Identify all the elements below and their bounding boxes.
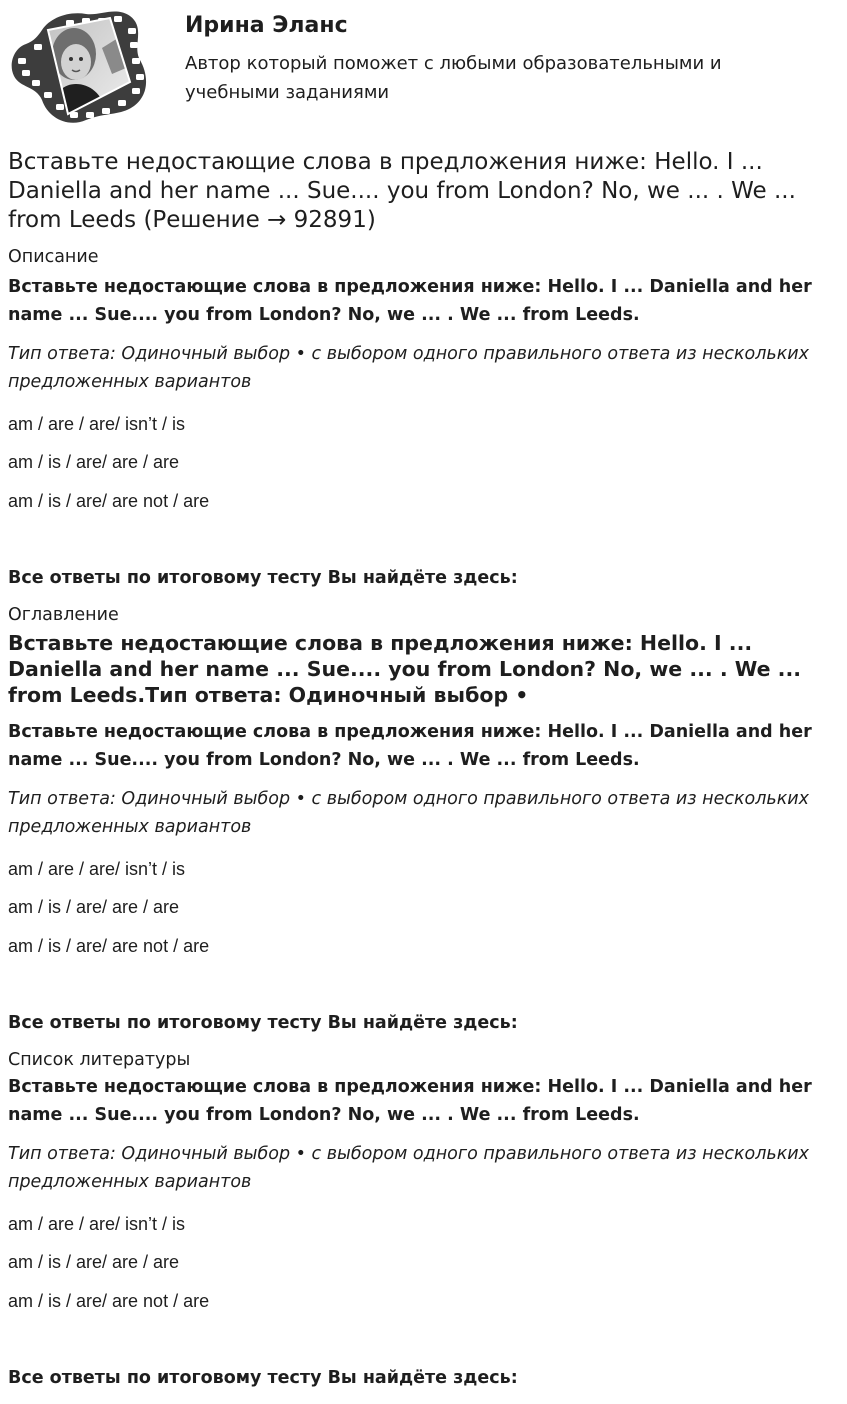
section-label: Список литературы (8, 1050, 191, 1070)
section-references (8, 1049, 840, 1389)
answer-option: am / are / are/ isn’t / is (8, 859, 186, 879)
answer-option: am / are / are/ isn’t / is (8, 414, 186, 434)
answer-option: am / is / are/ are not / are (8, 936, 210, 956)
answer-type: Тип ответа: Одиночный выбор • с выбором одного правильного ответа из нескольких предложенных вариантов (8, 1144, 810, 1192)
question-text: Вставьте недостающие слова в предложения ниже: Hello. I ... Daniella and her name ... Sue.... you from London? No, we ... . We ... from Leeds. (8, 1077, 812, 1125)
answers-link-text: Все ответы по итоговому тесту Вы найдёте здесь: (8, 568, 518, 588)
answer-option: am / are / are/ isn’t / is (8, 1214, 186, 1234)
section-contents (8, 604, 840, 1034)
answer-type: Тип ответа: Одиночный выбор • с выбором одного правильного ответа из нескольких предложенных вариантов (8, 789, 810, 837)
page-title: Вставьте недостающие слова в предложения ниже: Hello. I ... Daniella and her name ... Sue.... you from London? No, we ... . We ... from Leeds (Решение → 92891) (8, 149, 796, 233)
main-content (8, 148, 840, 1389)
question-text: Вставьте недостающие слова в предложения ниже: Hello. I ... Daniella and her name ... Sue.... you from London? No, we ... . We ... from Leeds. (8, 722, 812, 770)
answer-option: am / is / are/ are / are (8, 1252, 180, 1272)
answer-type: Тип ответа: Одиночный выбор • с выбором одного правильного ответа из нескольких предложенных вариантов (8, 344, 810, 392)
author-header (0, 0, 847, 130)
answer-option: am / is / are/ are / are (8, 897, 180, 917)
section-label: Описание (8, 247, 99, 267)
answers-link-text: Все ответы по итоговому тесту Вы найдёте здесь: (8, 1013, 518, 1033)
author-avatar[interactable] (8, 8, 150, 126)
author-name[interactable]: Ирина Эланс (185, 13, 348, 38)
answer-option: am / is / are/ are / are (8, 452, 180, 472)
section-description (8, 246, 840, 589)
answer-option: am / is / are/ are not / are (8, 1291, 210, 1311)
section-label: Оглавление (8, 605, 119, 625)
answer-option: am / is / are/ are not / are (8, 491, 210, 511)
author-description: Автор который поможет с любыми образовательными и учебными заданиями (185, 53, 722, 103)
answers-link-text: Все ответы по итоговому тесту Вы найдёте здесь: (8, 1368, 518, 1388)
contents-heading: Вставьте недостающие слова в предложения ниже: Hello. I ... Daniella and her name ... Sue.... you from London? No, we ... . We ... from Leeds.Тип ответа: Одиночный выбор • (8, 631, 802, 707)
question-text: Вставьте недостающие слова в предложения ниже: Hello. I ... Daniella and her name ... Sue.... you from London? No, we ... . We ... from Leeds. (8, 277, 812, 325)
